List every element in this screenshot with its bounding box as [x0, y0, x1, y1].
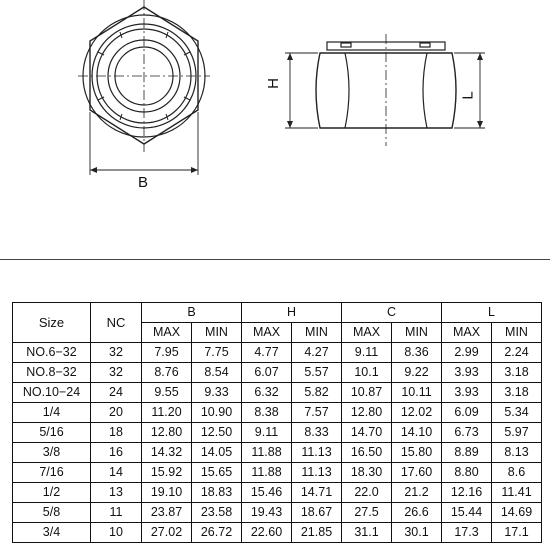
cell-b-max: 23.87 [142, 503, 192, 523]
nut-technical-drawing [0, 0, 550, 215]
cell-h-max: 15.46 [242, 483, 292, 503]
cell-b-min: 14.05 [192, 443, 242, 463]
dimension-h-label: H [264, 78, 282, 89]
cell-h-min: 21.85 [292, 523, 342, 543]
dimension-h [285, 53, 318, 128]
cell-nc: 32 [91, 363, 142, 383]
header-h-min: MIN [292, 323, 342, 343]
dimension-b-label: B [138, 174, 149, 191]
cell-c-max: 31.1 [342, 523, 392, 543]
cell-l-max: 3.93 [442, 363, 492, 383]
cap-slot-right [420, 43, 430, 47]
cell-l-max: 6.09 [442, 403, 492, 423]
centerlines [78, 0, 210, 152]
cell-l-max: 6.73 [442, 423, 492, 443]
cell-h-min: 14.71 [292, 483, 342, 503]
cell-c-max: 18.30 [342, 463, 392, 483]
cell-b-min: 26.72 [192, 523, 242, 543]
cell-l-min: 8.13 [492, 443, 542, 463]
table-row [13, 503, 542, 523]
cell-h-max: 6.07 [242, 363, 292, 383]
section-divider [0, 259, 550, 260]
cell-c-min: 17.60 [392, 463, 442, 483]
cell-b-max: 12.80 [142, 423, 192, 443]
cell-h-min: 11.13 [292, 463, 342, 483]
cell-l-max: 3.93 [442, 383, 492, 403]
cell-h-max: 4.77 [242, 343, 292, 363]
cell-b-max: 9.55 [142, 383, 192, 403]
cell-l-min: 17.1 [492, 523, 542, 543]
cell-nc: 10 [91, 523, 142, 543]
header-group-c: C [342, 303, 442, 323]
cell-nc: 13 [91, 483, 142, 503]
cell-c-min: 10.11 [392, 383, 442, 403]
table-row [13, 463, 542, 483]
cell-b-min: 9.33 [192, 383, 242, 403]
cell-size: 5/16 [13, 423, 91, 443]
nut-top-view [78, 0, 210, 175]
cell-size: NO.6−32 [13, 343, 91, 363]
dimension-l-label: L [459, 91, 477, 100]
cell-h-min: 8.33 [292, 423, 342, 443]
header-c-max: MAX [342, 323, 392, 343]
cell-size: 1/2 [13, 483, 91, 503]
cell-c-min: 9.22 [392, 363, 442, 383]
cell-l-min: 8.6 [492, 463, 542, 483]
cell-h-max: 6.32 [242, 383, 292, 403]
header-group-row [13, 303, 542, 323]
header-l-max: MAX [442, 323, 492, 343]
header-group-l: L [442, 303, 542, 323]
cell-l-min: 14.69 [492, 503, 542, 523]
table-header [13, 303, 542, 343]
cell-h-max: 19.43 [242, 503, 292, 523]
cell-b-max: 15.92 [142, 463, 192, 483]
table-row [13, 443, 542, 463]
header-group-h: H [242, 303, 342, 323]
cell-h-min: 5.57 [292, 363, 342, 383]
header-size: Size [13, 303, 91, 343]
cell-b-max: 27.02 [142, 523, 192, 543]
nut-dimensions-table [12, 302, 542, 543]
cell-l-min: 3.18 [492, 363, 542, 383]
header-b-max: MAX [142, 323, 192, 343]
cell-nc: 32 [91, 343, 142, 363]
cell-l-max: 8.89 [442, 443, 492, 463]
table-row [13, 343, 542, 363]
cell-nc: 18 [91, 423, 142, 443]
cell-h-max: 8.38 [242, 403, 292, 423]
table-row [13, 403, 542, 423]
cell-b-min: 23.58 [192, 503, 242, 523]
cell-l-min: 2.24 [492, 343, 542, 363]
cell-l-min: 11.41 [492, 483, 542, 503]
nut-side-view [285, 34, 485, 146]
cell-h-max: 11.88 [242, 443, 292, 463]
cell-l-max: 15.44 [442, 503, 492, 523]
cell-c-max: 16.50 [342, 443, 392, 463]
cell-h-min: 11.13 [292, 443, 342, 463]
cell-c-min: 21.2 [392, 483, 442, 503]
cell-size: 7/16 [13, 463, 91, 483]
cell-h-min: 7.57 [292, 403, 342, 423]
cell-size: NO.10−24 [13, 383, 91, 403]
cell-h-min: 4.27 [292, 343, 342, 363]
cell-c-min: 15.80 [392, 443, 442, 463]
cell-l-max: 2.99 [442, 343, 492, 363]
hex-face-right [423, 53, 427, 128]
table-row [13, 483, 542, 503]
header-c-min: MIN [392, 323, 442, 343]
cell-b-max: 19.10 [142, 483, 192, 503]
header-b-min: MIN [192, 323, 242, 343]
cell-c-min: 12.02 [392, 403, 442, 423]
cell-size: 3/8 [13, 443, 91, 463]
cell-b-min: 8.54 [192, 363, 242, 383]
table-row [13, 363, 542, 383]
cell-c-min: 8.36 [392, 343, 442, 363]
cell-b-max: 11.20 [142, 403, 192, 423]
table-row [13, 523, 542, 543]
cell-h-max: 11.88 [242, 463, 292, 483]
header-nc: NC [91, 303, 142, 343]
cell-l-max: 12.16 [442, 483, 492, 503]
header-l-min: MIN [492, 323, 542, 343]
cell-h-min: 5.82 [292, 383, 342, 403]
hex-face-left [345, 53, 349, 128]
cell-c-min: 26.6 [392, 503, 442, 523]
cell-l-min: 3.18 [492, 383, 542, 403]
cell-size: 3/4 [13, 523, 91, 543]
table-row [13, 423, 542, 443]
cell-size: 1/4 [13, 403, 91, 423]
cell-b-max: 14.32 [142, 443, 192, 463]
cell-b-max: 7.95 [142, 343, 192, 363]
cell-h-min: 18.67 [292, 503, 342, 523]
cell-nc: 24 [91, 383, 142, 403]
cell-size: NO.8−32 [13, 363, 91, 383]
cell-c-max: 22.0 [342, 483, 392, 503]
cell-c-max: 10.87 [342, 383, 392, 403]
header-group-b: B [142, 303, 242, 323]
cell-c-max: 14.70 [342, 423, 392, 443]
cell-c-max: 9.11 [342, 343, 392, 363]
cell-h-max: 22.60 [242, 523, 292, 543]
cell-size: 5/8 [13, 503, 91, 523]
cell-c-min: 14.10 [392, 423, 442, 443]
cell-b-min: 10.90 [192, 403, 242, 423]
cell-nc: 11 [91, 503, 142, 523]
cell-b-min: 7.75 [192, 343, 242, 363]
header-h-max: MAX [242, 323, 292, 343]
cell-l-max: 17.3 [442, 523, 492, 543]
table-body [13, 343, 542, 543]
cell-b-min: 15.65 [192, 463, 242, 483]
cell-b-min: 18.83 [192, 483, 242, 503]
cell-c-max: 27.5 [342, 503, 392, 523]
cell-c-max: 12.80 [342, 403, 392, 423]
cell-nc: 20 [91, 403, 142, 423]
cell-l-min: 5.97 [492, 423, 542, 443]
cell-c-min: 30.1 [392, 523, 442, 543]
cell-b-max: 8.76 [142, 363, 192, 383]
table-row [13, 383, 542, 403]
cell-nc: 16 [91, 443, 142, 463]
cell-b-min: 12.50 [192, 423, 242, 443]
cell-c-max: 10.1 [342, 363, 392, 383]
cell-l-max: 8.80 [442, 463, 492, 483]
cell-l-min: 5.34 [492, 403, 542, 423]
cell-nc: 14 [91, 463, 142, 483]
cell-h-max: 9.11 [242, 423, 292, 443]
cap-slot-left [341, 43, 351, 47]
